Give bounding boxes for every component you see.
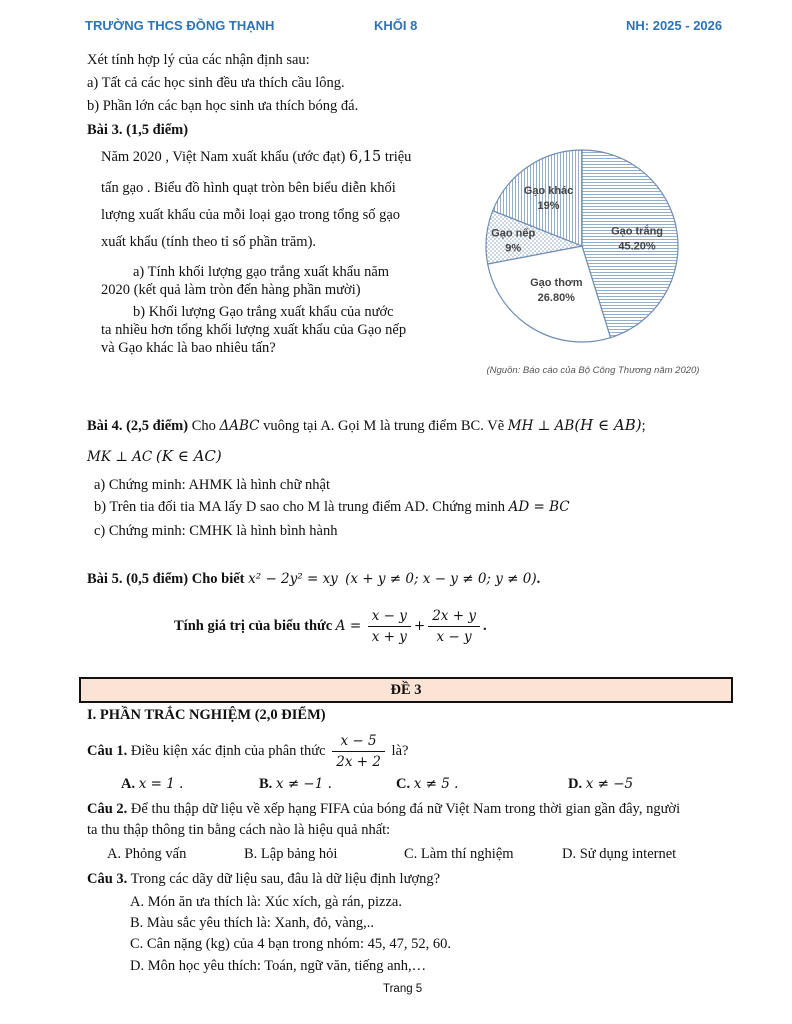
bai3-question-b1: b) Khối lượng Gạo trắng xuất khẩu của nước <box>133 304 394 320</box>
cau2-option-b: B. Lập bảng hỏi <box>244 846 338 862</box>
bai3-line1: Năm 2020 , Việt Nam xuất khẩu (ước đạt) 6,15 triệu <box>101 149 412 165</box>
bai3-question-b3: và Gạo khác là bao nhiêu tấn? <box>101 340 276 356</box>
de3-title: ĐỀ 3 <box>79 677 733 703</box>
intro-item-a: a) Tất cả các học sinh đều ưa thích cầu lông. <box>87 75 345 91</box>
cau1-question: Câu 1. Điều kiện xác định của phân thức $\frac{x - 5}{2x + 2}$ là? <box>87 733 409 770</box>
cau2-question-line2: ta thu thập thông tin bằng cách nào là hiệu quả nhất: <box>87 822 391 838</box>
bai5-expression: Tính giá trị của biểu thức A = $\frac{x - y}{x + y}$ + $\frac{2x + y}{x - y}$ . <box>174 608 487 645</box>
cau3-question: Câu 3. Trong các dãy dữ liệu sau, đâu là dữ liệu định lượng? <box>87 871 441 887</box>
cau1-option-a: A. x = 1 . <box>121 776 184 792</box>
bai4-item-b: b) Trên tia đối tia MA lấy D sao cho M là trung điểm AD. Chứng minh AD = BC <box>94 499 570 515</box>
bai3-line4: xuất khẩu (tính theo tỉ số phần trăm). <box>101 234 317 250</box>
intro-item-b: b) Phần lớn các bạn học sinh ưa thích bóng đá. <box>87 98 359 114</box>
bai5-line1: Bài 5. (0,5 điểm) Cho biết x² − 2y² = xy (x + y ≠ 0; x − y ≠ 0; y ≠ 0). <box>87 571 541 587</box>
header-school: TRƯỜNG THCS ĐỒNG THẠNH <box>85 18 275 33</box>
fraction-2: $\frac{2x + y}{x - y}$ <box>428 608 480 645</box>
bai4-line1: Bài 4. (2,5 điểm) Cho ΔABC vuông tại A. Gọi M là trung điểm BC. Vẽ MH ⊥ AB(H ∈ AB); <box>87 416 646 434</box>
pie-chart <box>478 142 713 382</box>
pie-label-2: Gạo nếp <box>491 227 536 240</box>
fraction-1: $\frac{x - y}{x + y}$ <box>368 608 411 645</box>
cau2-option-d: D. Sử dụng internet <box>562 846 677 862</box>
cau1-option-b: B. x ≠ −1 . <box>259 776 332 792</box>
page-number: Trang 5 <box>383 983 423 995</box>
cau2-option-c: C. Làm thí nghiệm <box>404 846 514 862</box>
cau2-question-line1: Câu 2. Để thu thập dữ liệu về xếp hạng FIFA của bóng đá nữ Việt Nam trong thời gian gần đây, người <box>87 801 681 817</box>
cau1-option-d: D. x ≠ −5 <box>568 776 634 792</box>
cau3-option-d: D. Môn học yêu thích: Toán, ngữ văn, tiếng anh,… <box>130 958 427 974</box>
cau3-option-a: A. Món ăn ưa thích là: Xúc xích, gà rán, pizza. <box>130 894 402 910</box>
header-year: NH: 2025 - 2026 <box>626 18 723 33</box>
pie-value-2: 9% <box>505 242 522 255</box>
cau1-fraction: $\frac{x - 5}{2x + 2}$ <box>332 733 385 770</box>
bai3-line3: lượng xuất khẩu của mỗi loại gạo trong tổng số gạo <box>101 207 401 223</box>
pie-value-1: 26.80% <box>537 291 575 304</box>
cau3-option-c: C. Cân nặng (kg) của 4 bạn trong nhóm: 45, 47, 52, 60. <box>130 936 451 952</box>
header-grade: KHỐI 8 <box>374 18 418 33</box>
pie-label-0: Gạo trắng <box>611 225 664 238</box>
bai3-title: Bài 3. (1,5 điểm) <box>87 122 189 138</box>
cau1-option-c: C. x ≠ 5 . <box>396 776 459 792</box>
chart-source-note: (Nguồn: Báo cáo của Bộ Công Thương năm 2020) <box>486 365 700 376</box>
cau2-option-a: A. Phỏng vấn <box>107 846 187 862</box>
bai4-item-c: c) Chứng minh: CMHK là hình bình hành <box>94 523 338 539</box>
bai3-question-a1: a) Tính khối lượng gạo trắng xuất khẩu năm <box>133 264 390 280</box>
bai4-item-a: a) Chứng minh: AHMK là hình chữ nhật <box>94 477 331 493</box>
pie-label-3: Gạo khác <box>523 184 574 197</box>
bai3-line2: tấn gạo . Biểu đồ hình quạt tròn bên biểu diễn khối <box>101 180 396 196</box>
pie-label-1: Gạo thơm <box>530 276 583 289</box>
intro-prompt: Xét tính hợp lý của các nhận định sau: <box>87 52 310 68</box>
bai3-question-a2: 2020 (kết quả làm tròn đến hàng phần mười) <box>101 282 361 298</box>
pie-value-3: 19% <box>537 199 560 212</box>
cau3-option-b: B. Màu sắc yêu thích là: Xanh, đỏ, vàng,.. <box>130 915 375 931</box>
pie-value-0: 45.20% <box>618 240 656 253</box>
bai3-question-b2: ta nhiều hơn tổng khối lượng xuất khẩu của Gạo nếp <box>101 322 407 338</box>
section-title: I. PHẦN TRẮC NGHIỆM (2,0 ĐIỂM) <box>87 707 326 723</box>
bai4-line2: MK ⊥ AC (K ∈ AC) <box>87 447 222 465</box>
